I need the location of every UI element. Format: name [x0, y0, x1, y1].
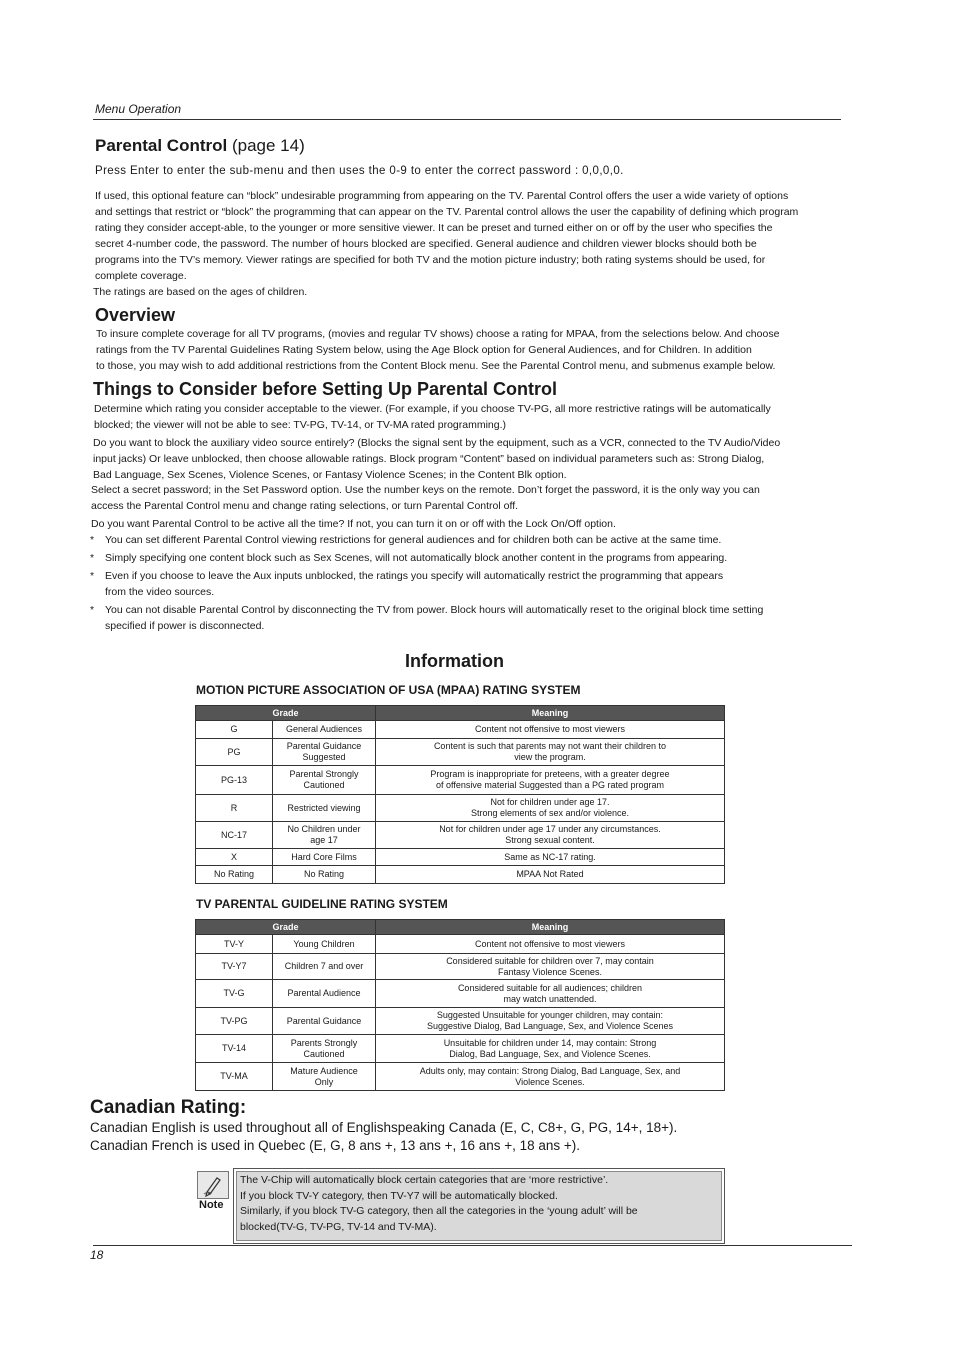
bullet-text: from the video sources. [105, 586, 215, 598]
cell-line: Only [314, 1076, 334, 1087]
cell-line: Suggested Unsuitable for younger children, may contain: [436, 1010, 664, 1020]
text-line: blocked(TV-G, TV-PG, TV-14 and TV-MA). [240, 1220, 437, 1233]
things-to-consider-heading: Things to Consider before Setting Up Parental Control [93, 379, 558, 399]
cell-line: Mature Audience [290, 1065, 358, 1076]
cell-line: TV-G [223, 988, 245, 998]
table-row [196, 849, 725, 866]
text-line: access the Parental Control menu and change rating selections, or turn Parental Control off. [91, 500, 519, 512]
text-line: Determine which rating you consider acceptable to the viewer. (For example, if you choose TV-PG, all more restrictive ratings will be automatically [94, 403, 771, 415]
cell-line: Considered suitable for children over 7, may contain [446, 955, 654, 966]
cell-line: Content is such that parents may not want their children to [433, 741, 667, 751]
tv-rating-table [195, 919, 725, 1091]
cell-line: No Rating [303, 869, 345, 879]
bullet-mark: * [90, 534, 95, 546]
grade-name-cell [273, 739, 376, 766]
table-row [196, 1063, 725, 1091]
meaning-cell [376, 1063, 725, 1091]
running-header: Menu Operation [95, 102, 182, 116]
footer-divider [93, 1245, 852, 1246]
meaning-header: Meaning [376, 706, 725, 721]
table-row [196, 954, 725, 980]
table-row [196, 721, 725, 739]
things-bullet-list [90, 532, 830, 636]
things-paragraph-3 [91, 482, 841, 514]
grade-code-cell [196, 822, 273, 849]
cell-line: General Audiences [285, 724, 363, 734]
cell-line: PG-13 [220, 774, 247, 785]
bullet-item [90, 550, 830, 566]
cell-line: view the program. [514, 752, 586, 762]
bullet-text: You can set different Parental Control viewing restrictions for general audiences and for children both can be active at the same time. [105, 534, 722, 546]
cell-line: G [230, 724, 238, 734]
canadian-rating-text [90, 1119, 677, 1155]
overview-heading: Overview [95, 305, 176, 325]
meaning-cell [376, 1008, 725, 1035]
parental-intro [95, 188, 865, 284]
information-heading: Information [405, 651, 504, 671]
cell-line: MPAA Not Rated [516, 869, 584, 879]
text-line: Canadian English is used throughout all of Englishspeaking Canada (E, C, C8+, G, PG, 14+, 18+). [90, 1120, 678, 1135]
overview-text [96, 326, 846, 374]
cell-line: Unsuitable for children under 14, may contain: Strong [443, 1037, 657, 1048]
grade-name-cell [273, 980, 376, 1008]
cell-line: Parental Strongly [289, 769, 359, 779]
table-row [196, 822, 725, 849]
text-line: programs into the TV’s memory. Viewer ratings are specified for both TV and the motion picture industry; both rating systems should be used, for [95, 254, 766, 266]
grade-name-cell [273, 935, 376, 954]
ratings-note: The ratings are based on the ages of children. [93, 286, 308, 298]
text-line: ratings from the TV Parental Guidelines Rating System below, using the Age Block option for General Audiences, and for Children. In addition [96, 344, 752, 356]
bullet-text: Even if you choose to leave the Aux inputs unblocked, the ratings you specify will automatically restrict the programming that appears [105, 570, 724, 582]
cell-line: Parental Guidance [286, 741, 362, 751]
mpaa-table-title: MOTION PICTURE ASSOCIATION OF USA (MPAA) RATING SYSTEM [196, 683, 581, 697]
cell-line: Suggestive Dialog, Bad Language, Sex, and Violence Scenes [426, 1021, 673, 1031]
cell-line: TV-MA [220, 1071, 248, 1081]
meaning-cell [376, 849, 725, 866]
cell-line: may watch unattended. [503, 993, 597, 1004]
cell-line: R [230, 802, 238, 813]
text-line: input jacks) Or leave unblocked, then choose allowable ratings. Block program “Content” based on individual parameters such as: Strong Dialog, [93, 453, 765, 465]
grade-name-cell [273, 866, 376, 884]
grade-name-cell [273, 721, 376, 739]
header-divider [93, 119, 841, 120]
cell-line: TV-Y [223, 938, 244, 949]
bullet-item [90, 568, 830, 600]
things-paragraph-1 [94, 401, 844, 433]
meaning-cell [376, 739, 725, 766]
text-line: To insure complete coverage for all TV programs, (movies and regular TV shows) choose a rating for MPAA, from the selections below. And choose [96, 328, 780, 340]
tv-table-title: TV PARENTAL GUIDELINE RATING SYSTEM [196, 897, 448, 911]
grade-header: Grade [196, 920, 376, 935]
grade-header: Grade [196, 706, 376, 721]
grade-code-cell [196, 1063, 273, 1091]
note-pencil-icon [197, 1171, 229, 1199]
things-paragraph-4: Do you want Parental Control to be active all the time? If not, you can turn it on or off with the Lock On/Off option. [91, 518, 616, 530]
cell-line: Restricted viewing [287, 802, 361, 813]
canadian-rating-heading: Canadian Rating: [90, 1097, 247, 1118]
text-line: Do you want to block the auxiliary video source entirely? (Blocks the signal sent by the equipment, such as a VCR, connected to the TV Audio/Video [93, 437, 781, 449]
meaning-cell [376, 935, 725, 954]
grade-code-cell [196, 795, 273, 822]
note-box [233, 1168, 725, 1244]
bullet-mark: * [90, 570, 95, 582]
grade-code-cell [196, 1008, 273, 1035]
grade-code-cell [196, 721, 273, 739]
cell-line: Young Children [293, 938, 355, 949]
page-reference: (page 14) [231, 136, 305, 155]
meaning-cell [376, 822, 725, 849]
bullet-item [90, 532, 830, 548]
table-row [196, 935, 725, 954]
bullet-mark: * [90, 604, 95, 616]
text-line: secret 4-number code, the password. The number of hours blocked are specified. General audience and children viewer blocks should both be [95, 238, 757, 250]
text-line: Canadian French is used in Quebec (E, G, 8 ans +, 13 ans +, 16 ans +, 18 ans +). [90, 1138, 581, 1153]
cell-line: Strong sexual content. [505, 835, 595, 845]
text-line: and settings that restrict or “block” the programming that can appear on the TV. Parental control allows the user the capability of defining which program [95, 206, 799, 218]
cell-line: Content not offensive to most viewers [475, 938, 625, 949]
cell-line: Dialog, Bad Language, Sex, and Violence Scenes. [449, 1048, 651, 1059]
cell-line: Parents Strongly [290, 1037, 358, 1048]
grade-name-cell [273, 954, 376, 980]
password-instruction: Press Enter to enter the sub-menu and then uses the 0-9 to enter the correct password : 0,0,0,0. [95, 165, 624, 177]
bullet-text: Simply specifying one content block such as Sex Scenes, will not automatically block another content in the programs from appearing. [105, 552, 728, 564]
text-line: If you block TV-Y category, then TV-Y7 will be automatically blocked. [240, 1189, 558, 1202]
table-row [196, 866, 725, 884]
grade-name-cell [273, 795, 376, 822]
cell-line: TV-Y7 [221, 961, 247, 971]
grade-code-cell [196, 980, 273, 1008]
grade-name-cell [273, 1063, 376, 1091]
grade-name-cell [273, 822, 376, 849]
cell-line: Parental Guidance [286, 1015, 362, 1026]
meaning-cell [376, 954, 725, 980]
grade-code-cell [196, 849, 273, 866]
cell-line: Same as NC-17 rating. [504, 851, 596, 862]
cell-line: Hard Core Films [291, 851, 357, 862]
bullet-text: You can not disable Parental Control by disconnecting the TV from power. Block hours will automatically reset to the original block time setting [105, 604, 764, 616]
meaning-cell [376, 980, 725, 1008]
grade-name-cell [273, 849, 376, 866]
table-row [196, 766, 725, 795]
meaning-cell [376, 866, 725, 884]
grade-code-cell [196, 866, 273, 884]
things-paragraph-2 [93, 435, 843, 483]
cell-line: Not for children under age 17. [490, 797, 610, 807]
table-header-row [196, 920, 725, 935]
mpaa-rating-table [195, 705, 725, 884]
table-row [196, 980, 725, 1008]
cell-line: Violence Scenes. [515, 1076, 585, 1087]
meaning-cell [376, 1035, 725, 1063]
page-number: 18 [90, 1248, 104, 1262]
grade-code-cell [196, 766, 273, 795]
cell-line: Not for children under age 17 under any circumstances. [439, 824, 661, 834]
cell-line: PG [227, 746, 241, 757]
cell-line: of offensive material Suggested than a PG rated program [436, 780, 664, 790]
grade-code-cell [196, 954, 273, 980]
text-line: The V-Chip will automatically block certain categories that are ‘more restrictive’. [240, 1174, 609, 1186]
cell-line: Program is inappropriate for preteens, with a greater degree [430, 769, 670, 779]
cell-line: NC-17 [220, 829, 247, 840]
text-line: blocked; the viewer will not be able to see: TV-PG, TV-14, or TV-MA rated programming.) [94, 419, 507, 431]
bullet-item [90, 602, 830, 634]
grade-name-cell [273, 766, 376, 795]
table-row [196, 795, 725, 822]
meaning-cell [376, 721, 725, 739]
table-row [196, 739, 725, 766]
cell-line: Adults only, may contain: Strong Dialog, Bad Language, Sex, and [419, 1065, 681, 1076]
table-header-row [196, 706, 725, 721]
meaning-cell [376, 795, 725, 822]
parental-control-heading [95, 136, 305, 156]
bullet-text: specified if power is disconnected. [105, 620, 265, 632]
grade-code-cell [196, 1035, 273, 1063]
table-row [196, 1035, 725, 1063]
note-label: Note [199, 1199, 224, 1211]
text-line: Similarly, if you block TV-G category, then all the categories in the ‘young adult’ will be [240, 1205, 638, 1217]
cell-line: No Rating [213, 869, 255, 879]
bullet-mark: * [90, 552, 95, 564]
text-line: If used, this optional feature can “block” undesirable programming from appearing on the TV. Parental Control offers the user a wide variety of options [95, 190, 789, 202]
grade-name-cell [273, 1008, 376, 1035]
text-line: Bad Language, Sex Scenes, Violence Scenes, or Fantasy Violence Scenes; in the Content Blk option. [93, 469, 567, 481]
cell-line: Children 7 and over [284, 961, 364, 971]
cell-line: Cautioned [303, 780, 345, 790]
cell-line: Considered suitable for all audiences; children [457, 982, 643, 993]
cell-line: No Children under [287, 824, 361, 834]
table-row [196, 1008, 725, 1035]
grade-code-cell [196, 739, 273, 766]
meaning-header: Meaning [376, 920, 725, 935]
cell-line: Cautioned [303, 1048, 345, 1059]
cell-line: Suggested [302, 752, 346, 762]
cell-line: TV-PG [220, 1015, 248, 1026]
cell-line: Fantasy Violence Scenes. [498, 966, 602, 977]
cell-line: X [230, 851, 237, 862]
cell-line: TV-14 [221, 1043, 246, 1053]
parental-control-title: Parental Control [95, 136, 228, 155]
cell-line: Parental Audience [287, 988, 361, 998]
cell-line: age 17 [310, 835, 338, 845]
text-line: Select a secret password; in the Set Password option. Use the number keys on the remote. Don’t forget the password, it is the only way you can [91, 484, 760, 496]
meaning-cell [376, 766, 725, 795]
text-line: complete coverage. [95, 270, 187, 282]
grade-name-cell [273, 1035, 376, 1063]
cell-line: Content not offensive to most viewers [475, 724, 625, 734]
text-line: rating they consider accept-able, to the younger or more sensitive viewer. It can be preset and turned either on or off by the user who specifies the [95, 222, 773, 234]
cell-line: Strong elements of sex and/or violence. [470, 808, 630, 818]
grade-code-cell [196, 935, 273, 954]
text-line: to those, you may wish to add additional restrictions from the Content Block menu. See the Parental Control menu, and submenus example below. [96, 360, 776, 372]
